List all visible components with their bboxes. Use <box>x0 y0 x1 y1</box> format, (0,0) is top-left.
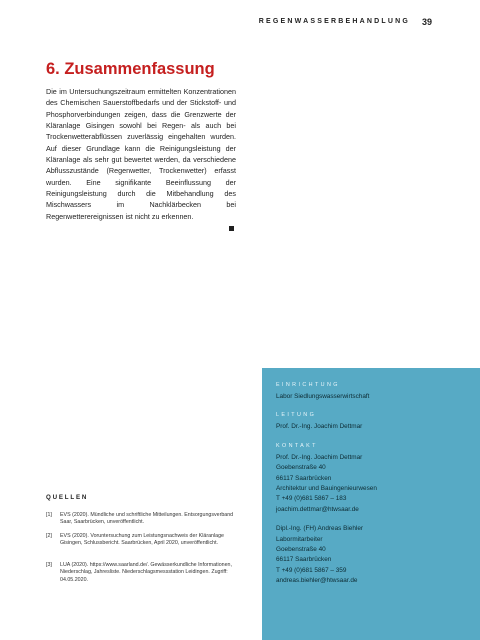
lead-block <box>276 412 480 432</box>
source-text: EVS (2020). Voruntersuchung zum Leistungsnachweis der Kläranlage Gisingen, Schlussbericht. Saarbrücken, April 2020, unveröffentlicht. <box>60 533 225 547</box>
source-number: [3] <box>46 562 52 568</box>
contact1-street: Goebenstraße 40 <box>276 464 326 472</box>
lead-label: LEITUNG <box>276 412 317 419</box>
contact1-city: 66117 Saarbrücken <box>276 474 332 482</box>
sources-heading: QUELLEN <box>46 494 89 501</box>
institution-name: Labor Siedlungswasserwirtschaft <box>276 393 370 400</box>
contact-block <box>276 443 480 587</box>
lead-name: Prof. Dr.-Ing. Joachim Dettmar <box>276 423 363 431</box>
contact1-email[interactable]: joachim.dettmar@htwsaar.de <box>276 505 359 513</box>
contact1-name: Prof. Dr.-Ing. Joachim Dettmar <box>276 453 363 461</box>
section-heading: 6. Zusammenfassung <box>46 60 215 78</box>
contact2-city: 66117 Saarbrücken <box>276 556 332 564</box>
summary-paragraph: Die im Untersuchungszeitraum ermittelten Konzentrationen des Chemischen Sauerstoffbedarfs und der Stickstoff- und Phosphorverbindungen zeigen, dass die Grenzwerte der Kläranlage Gisingen sowohl bei Regen- als auch bei Trockenwetterabflüssen zuverlässig eingehalten wurden. Auf dieser Grundlage kann die Reinigungsleistung der Kläranlage als sehr gut bewertet werden, da verschiedene Abflusszustände (Regenwetter, Trockenwetter) erfasst wurden. Eine signifikante Beeinflussung der Reinigungsleistung durch die Mitbehandlung des Mischwassers im Nachklärbecken bei Regenwetterereignissen ist nicht zu erkennen. <box>46 87 236 221</box>
contact2-email[interactable]: andreas.biehler@htwsaar.de <box>276 577 358 585</box>
contact2-street: Goebenstraße 40 <box>276 546 326 554</box>
source-item <box>46 562 246 584</box>
institution-label: EINRICHTUNG <box>276 382 340 388</box>
page-number: 39 <box>421 17 432 27</box>
source-item <box>46 512 246 527</box>
source-text: EVS (2020). Mündliche und schriftliche Mitteilungen. Entsorgungsverband Saar, Saarbrücken, unveröffentlicht. <box>60 512 234 526</box>
contact2-name: Dipl.-Ing. (FH) Andreas Biehler <box>276 525 364 533</box>
institution-block <box>276 382 480 402</box>
contact-info-panel <box>262 368 480 640</box>
contact1-department: Architektur und Bauingenieurwesen <box>276 485 377 493</box>
page-header <box>0 18 480 32</box>
contact-label: KONTAKT <box>276 442 318 449</box>
source-item <box>46 533 246 548</box>
running-title: REGENWASSERBEHANDLUNG <box>258 18 410 25</box>
source-number: [2] <box>46 533 52 539</box>
contact1-phone: T +49 (0)681 5867 – 183 <box>276 495 347 503</box>
source-text: LUA (2020). https://www.saarland.de/. Gewässerkundliche Informationen, Niederschlag, Jahresliste. Niederschlagsmessstation Leidingen. Zugriff: 04.05.2020. <box>60 562 232 583</box>
contact2-role: Labormitarbeiter <box>276 535 323 543</box>
contact2-phone: T +49 (0)681 5867 – 359 <box>276 566 347 574</box>
end-of-section-mark <box>229 226 234 231</box>
source-number: [1] <box>46 512 52 518</box>
